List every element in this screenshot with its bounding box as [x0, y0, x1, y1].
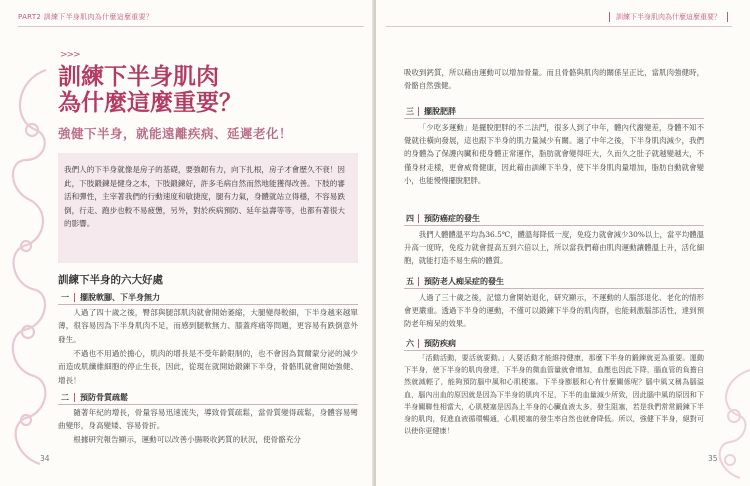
header-rule: [386, 26, 732, 27]
heading-bar: [418, 214, 419, 223]
heading-bar: [418, 107, 419, 116]
item-heading-3: [404, 106, 704, 117]
page-number-left: 34: [40, 454, 50, 463]
header-rule: [18, 26, 364, 27]
title-line-1: 訓練下半身肌肉: [58, 63, 219, 90]
item-heading-4: [404, 213, 704, 224]
paragraph: 人過了四十歲之後，臀部與腿部肌肉就會開始萎縮，大腿變得較細，下半身越來越單薄，很容易因為下半身肌肉不足，而感到腿軟無力、膝蓋疼痛等問題，更容易有跌倒意外發生。: [58, 308, 358, 344]
paragraph: 隨著年紀的增長，骨量容易迅速流失，導致骨質疏鬆，當骨質變得疏鬆，身體容易彎曲變形，身高變矮、容易骨折。: [58, 408, 358, 431]
decorative-swirl-icon: [6, 60, 54, 480]
item-number: 五: [406, 277, 414, 286]
heading-underline: [404, 225, 704, 226]
paragraph: 根據研究報告顯示，運動可以改善小腸吸收鈣質的狀況，使骨骼充分: [73, 435, 301, 444]
paragraph: 「活動活動，要活就要動。」人要活動才能維持健康，那麼下半身的鍛鍊就更為重要。運動下半身，使下半身的肌肉發達，下半身的微血管量就會增加，血壓也因此下降，腦血管的負擔自然就減輕了，能夠預防腦中風和心肌梗塞。下半身膨脹和心有什麼關係呢？腦中風又稱為腦溢血，腦內出血的原因就是因為下半身的肌肉不足，下半的血量減少所致，因此腦中風的原因和下半身關聯性相當大，心肌梗塞是因為上半身的心臟血液太多，發生阻塞，若是我們常常鍛鍊下半身的肌肉，促進血液循環暢通，心肌梗塞的發生率自然也就會降低。所以，強健下半身，絕對可以使你更健康！: [404, 353, 704, 436]
item-heading-text: 預防疾病: [424, 339, 456, 348]
item-heading-text: 預防老人痴呆症的發生: [424, 277, 504, 286]
left-page: [0, 0, 374, 486]
title-line-2: 為什麼這麼重要？: [58, 89, 242, 116]
item-heading-5: [404, 276, 704, 287]
heading-underline: [58, 404, 358, 405]
item-number: 六: [406, 339, 414, 348]
item-number: 二: [61, 393, 69, 402]
intro-box: 我們人的下半身就像是房子的基礎，要強韌有力，向下扎根，房子才會歷久不衰！因此，下肢鍛鍊是健身之本，下肢鍛鍊好，許多毛病自然而然地能獲得改善。下肢的審活和彈性，主宰著我們的行動速度和敏捷度，腿有力氣，身體就站立得穩，不容易跌倒，行走、跑步也較不易疲憊，另外，對於疾病預防、延年益壽等等，也都有著很大的影響。: [58, 153, 358, 263]
item-number: 四: [406, 214, 414, 223]
paragraph: 不過也不用過於擔心，肌肉的增長是不受年齡限制的，也不會因為賀爾蒙分泌的減少而造成肌纖維細胞的停止生長，因此，從現在就開始鍛鍊下半身，骨骼肌就會開始強健、增長！: [58, 349, 358, 385]
paragraph: 「少吃多運動」是擺脫肥胖的不二法門，很多人到了中年，體內代謝變差，身體不知不覺就往橫向發展，這也跟下半身的肌力量減少有關。過了中年之後，下半身肌肉減少，我們的身體為了保護內臟和使身體正常運作，脂肪就會變得旺大，久而久之肚子就越變越大，不僅身材走樣，更會威脅健康，因此藉由訓練下半身，使下半身肌肉量增加，脂肪自動就會變小，也能慢慢擺脫肥胖。: [404, 123, 704, 185]
paragraph: 人過了三十歲之後，記憶力會開始退化，研究顯示，不運動的人腦部退化、老化的情形會更嚴重。透過下半身的運動，不僅可以鍛鍊下半身的肌肉群，也能刺激腦部活性，達到預防老年痴呆的效果。: [404, 293, 704, 329]
item-heading-text: 擺脫軟腳、下半身無力: [80, 293, 160, 302]
item-number: 三: [406, 107, 414, 116]
continuation-paragraph: 吸收到鈣質，所以藉由運動可以增加骨量。而且骨骼與肌肉的關係呈正比，當肌肉強健時，骨骼自然強健。: [404, 68, 704, 91]
running-header-right: 訓練下半身肌肉為什麼這麼重要？: [609, 12, 728, 22]
heading-underline: [404, 350, 704, 351]
heading-bar: [74, 393, 75, 402]
item-heading-text: 預防骨質疏鬆: [80, 393, 128, 402]
page-number-right: 35: [708, 454, 718, 463]
page-title: [58, 64, 358, 116]
paragraph: 我們人體體溫平均為36.5℃，體溫每降低一度，免疫力就會減少30%以上，當平均體溫升高一度時，免疫力就會提高五到六倍以上，所以當我們藉由肌肉運動讓體溫上升，活化細胞，就能打造不易生病的體質。: [404, 230, 704, 266]
item-number: 一: [61, 293, 69, 302]
running-header-left: PART2 訓練下半身肌肉為什麼這麼重要？: [18, 13, 154, 21]
item-heading-2: [58, 392, 128, 403]
page-subtitle: 強健下半身，就能遠離疾病、延遲老化！: [58, 126, 293, 141]
heading-bar: [418, 277, 419, 286]
title-arrows: >>>: [60, 50, 80, 60]
item-heading-text: 預防癌症的發生: [424, 214, 480, 223]
item-heading-1: [58, 292, 160, 303]
heading-underline: [58, 304, 358, 305]
item-heading-text: 擺脫肥胖: [424, 107, 456, 116]
heading-underline: [404, 288, 704, 289]
item-heading-6: [404, 338, 704, 349]
heading-bar: [74, 293, 75, 302]
section-title: 訓練下半身的六大好處: [58, 274, 163, 286]
heading-underline: [404, 118, 704, 119]
heading-bar: [418, 339, 419, 348]
